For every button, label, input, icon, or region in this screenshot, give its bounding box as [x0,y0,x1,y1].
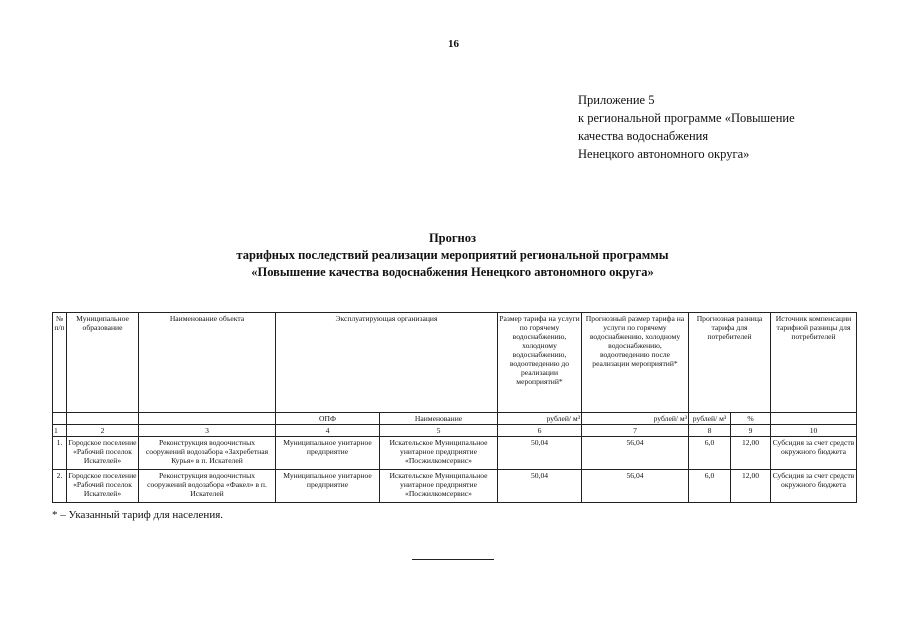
subheader-empty [67,413,139,425]
appendix-line: Ненецкого автономного округа» [578,147,750,161]
cell-num: 1. [53,437,67,470]
cell-opf: Муниципальное унитарное предприятие [276,470,380,503]
table-row [53,470,857,503]
subheader-name: Наименование [380,413,498,425]
cell-operator-name: Искательское Муниципальное унитарное предприятие «Посжилкомсервис» [380,437,498,470]
divider-line [412,559,494,560]
column-numbers-row [53,425,857,437]
cell-num: 2. [53,470,67,503]
header-tariff: Размер тарифа на услуги по горячему водоснабжению, холодному водоснабжению, водоотведению до реализации мероприятий* [498,313,582,413]
column-number: 8 [689,425,731,437]
cell-municipality: Городское поселение «Рабочий поселок Искателей» [67,470,139,503]
header-forecast-tariff: Прогнозный размер тарифа на услуги по горячему водоснабжению, холодному водоснабжению, водоотведению после реализации мероприятий* [582,313,689,413]
subheader-opf: ОПФ [276,413,380,425]
tariff-forecast-table [52,312,857,503]
subheader-empty [53,413,67,425]
column-number: 5 [380,425,498,437]
heading-title: Прогноз [428,231,477,245]
cell-diff-pct: 12,00 [731,437,771,470]
header-municipality: Муниципальное образование [67,313,139,413]
header-source: Источник компенсации тарифной разницы для потребителей [771,313,857,413]
cell-tariff: 50,04 [498,437,582,470]
header-object: Наименование объекта [139,313,276,413]
cell-diff-rub: 6,0 [689,470,731,503]
subheader-unit-diff-pct: % [731,413,771,425]
header-num: № п/п [53,313,67,413]
column-number: 6 [498,425,582,437]
cell-municipality: Городское поселение «Рабочий поселок Искателей» [67,437,139,470]
cell-tariff: 50,04 [498,470,582,503]
subheader-unit-diff-rub: рублей/ м³ [689,413,731,425]
column-number: 10 [771,425,857,437]
cell-diff-rub: 6,0 [689,437,731,470]
cell-source: Субсидия за счет средств окружного бюджета [771,470,857,503]
cell-forecast-tariff: 56,04 [582,437,689,470]
appendix-line: качества водоснабжения [578,129,709,143]
subheader-unit-forecast: рублей/ м³ [582,413,689,425]
header-operator: Эксплуатирующая организация [276,313,498,413]
appendix-line: Приложение 5 [578,93,655,107]
subheader-unit-tariff: рублей/ м³ [498,413,582,425]
cell-opf: Муниципальное унитарное предприятие [276,437,380,470]
cell-diff-pct: 12,00 [731,470,771,503]
heading-subtitle: тарифных последствий реализации мероприятий региональной программы [236,248,669,262]
footnote: * – Указанный тариф для населения. [52,509,224,521]
cell-operator-name: Искательское Муниципальное унитарное предприятие «Посжилкомсервис» [380,470,498,503]
heading-program-name: «Повышение качества водоснабжения Ненецкого автономного округа» [251,265,654,279]
table-header-row [53,313,857,413]
appendix-block [578,91,795,163]
subheader-empty [771,413,857,425]
page-number: 16 [448,38,459,50]
appendix-line: к региональной программе «Повышение [578,111,795,125]
cell-object: Реконструкция водоочистных сооружений водозабора «Факел» в п. Искателей [139,470,276,503]
cell-source: Субсидия за счет средств окружного бюджета [771,437,857,470]
table-row [53,437,857,470]
table-subheader-row [53,413,857,425]
column-number: 7 [582,425,689,437]
document-heading [0,230,905,281]
column-number: 2 [67,425,139,437]
column-number: 3 [139,425,276,437]
column-number: 4 [276,425,380,437]
subheader-empty [139,413,276,425]
cell-object: Реконструкция водоочистных сооружений водозабора «Захребетная Курья» в п. Искателей [139,437,276,470]
column-number: 9 [731,425,771,437]
column-number: 1 [53,425,67,437]
header-difference: Прогнозная разница тарифа для потребителей [689,313,771,413]
cell-forecast-tariff: 56,04 [582,470,689,503]
